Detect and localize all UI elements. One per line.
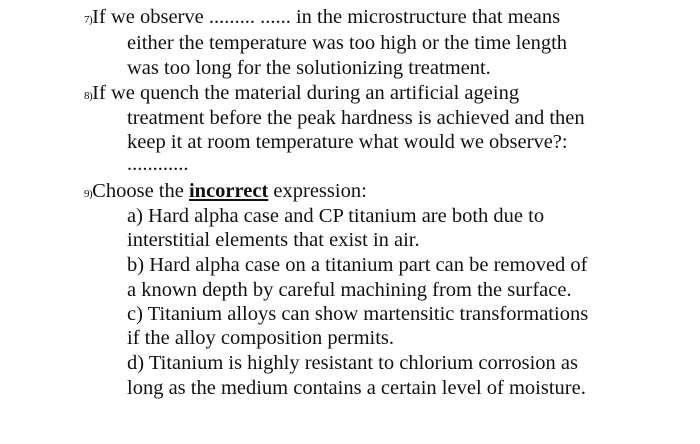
question-9-number: 9) [84,188,93,200]
option-c-line-2: if the alloy composition permits. [127,327,395,349]
option-b-line-1: b) Hard alpha case on a titanium part can be removed of [127,254,588,276]
question-9-prompt [84,180,367,206]
question-8-line-2: treatment before the peak hardness is achieved and then [127,107,585,129]
question-8-number: 8) [84,90,93,102]
option-a-line-2: interstitial elements that exist in air. [127,229,420,251]
question-9-prompt-after: expression: [268,180,367,202]
question-8-text-1: If we quench the material during an artificial ageing [92,82,520,104]
question-9-prompt-before: Choose the [92,180,189,202]
question-8-answer-blank: ............ [127,153,189,175]
question-8-line-3: keep it at room temperature what would we observe?: [127,131,568,153]
question-8-line-1 [84,82,519,108]
question-9-prompt-emphasis: incorrect [188,180,269,202]
question-7-line-3: was too long for the solutionizing treatment. [127,57,491,79]
question-7-line-2: either the temperature was too high or the time length [127,32,568,54]
option-d-line-1: d) Titanium is highly resistant to chlorium corrosion as [127,352,578,374]
option-b-line-2: a known depth by careful machining from the surface. [127,279,572,301]
option-c-line-1: c) Titanium alloys can show martensitic transformations [127,303,589,325]
option-d-line-2: long as the medium contains a certain level of moisture. [127,377,586,399]
question-7-line-1 [84,6,560,32]
option-a-line-1: a) Hard alpha case and CP titanium are both due to [127,205,545,227]
question-7-number: 7) [84,14,93,26]
question-7-text-1: If we observe ......... ...... in the microstructure that means [92,6,561,28]
